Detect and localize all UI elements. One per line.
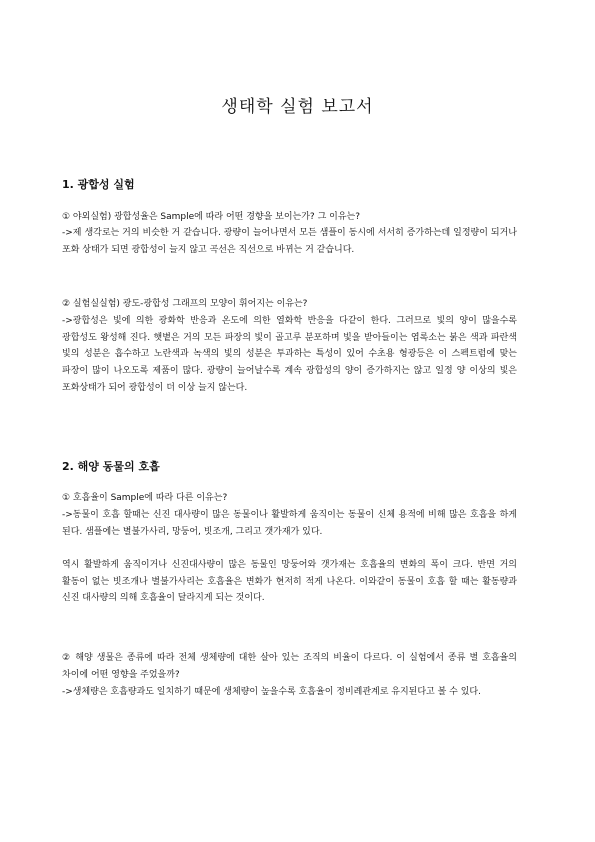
question-text: ① 호흡율이 Sample에 따라 다른 이유는? [62, 493, 228, 503]
answer-2-1 [62, 507, 517, 540]
question-text: ① 야외실험) 광합성율은 Sample에 따라 어떤 경향을 보이는가? 그 이유는? [62, 212, 360, 222]
answer-1-1 [62, 225, 517, 258]
section-heading-marine-respiration: 2. 해양 동물의 호흡 [62, 460, 160, 473]
answer-text: ->생체량은 호흡량과도 일치하기 때문에 생체량이 높을수록 호흡율이 정비례관계로 유지된다고 볼 수 있다. [62, 687, 481, 697]
answer-text: ->동물이 호흡 할때는 신진 대사량이 많은 동물이나 활발하게 움직이는 동물이 신체 용적에 비해 많은 호흡을 하게 된다. 샘플에는 별불가사리, 망둥어, 빗조개, 그리고 갯가재가 있다. [62, 510, 517, 537]
answer-text: ->광합성은 빛에 의한 광화학 반응과 온도에 의한 열화학 반응을 다같이 한다. 그러므로 빛의 양이 많을수록 광합성도 왕성해 진다. 햇볕은 거의 모든 파장의 빛이 골고루 분포하며 빛을 받아들이는 엽록소는 붉은 색과 파란색 빛의 성분은 흡수하고 노란색과 녹색의 빛의 성분은 투과하는 특성이 있어 수초용 형광등은 이 스펙트럼에 맞는 파장이 많이 나오도록 제품이 많다. 광량이 늘어날수록 계속 광합성의 양이 증가하지는 않고 일정 양 이상의 빛은 포화상태가 되어 광합성이 더 이상 늘지 않는다. [62, 316, 517, 393]
answer-text: 역시 활발하게 움직이거나 신진대사량이 많은 동물인 망둥어와 갯가재는 호흡율의 변화의 폭이 크다. 반면 거의 활동이 없는 빗조개나 별불가사리는 호흡율은 변화가 현저히 적게 나온다. 이와같이 동물이 호흡 할 때는 활동량과 신진 대사량의 의해 호흡율이 달라지게 되는 것이다. [62, 560, 517, 604]
question-text: ② 실험실실험) 광도-광합성 그래프의 모양이 휘어지는 이유는? [62, 299, 308, 309]
document-title: 생태학 실험 보고서 [221, 97, 374, 117]
section-heading-photosynthesis: 1. 광합성 실험 [62, 178, 135, 191]
answer-text: ->제 생각로는 거의 비슷한 거 같습니다. 광량이 늘어나면서 모든 샘플이 동시에 서서히 증가하는데 일정량이 되거나 포화 상태가 되면 광합성이 늘지 않고 곡선은 직선으로 바뀌는 거 같습니다. [62, 228, 517, 255]
question-1-2 [62, 296, 517, 313]
question-2-2 [62, 650, 517, 683]
question-2-1 [62, 490, 517, 507]
answer-2-2 [62, 684, 517, 701]
question-text: ② 해양 생물은 종류에 따라 전체 생체량에 대한 살아 있는 조직의 비율이 다르다. 이 실험에서 종류 별 호흡율의 차이에 어떤 영향을 주었을까? [62, 653, 517, 680]
answer-1-2 [62, 313, 517, 397]
question-1-1 [62, 209, 517, 226]
answer-2-1-continued [62, 557, 517, 607]
